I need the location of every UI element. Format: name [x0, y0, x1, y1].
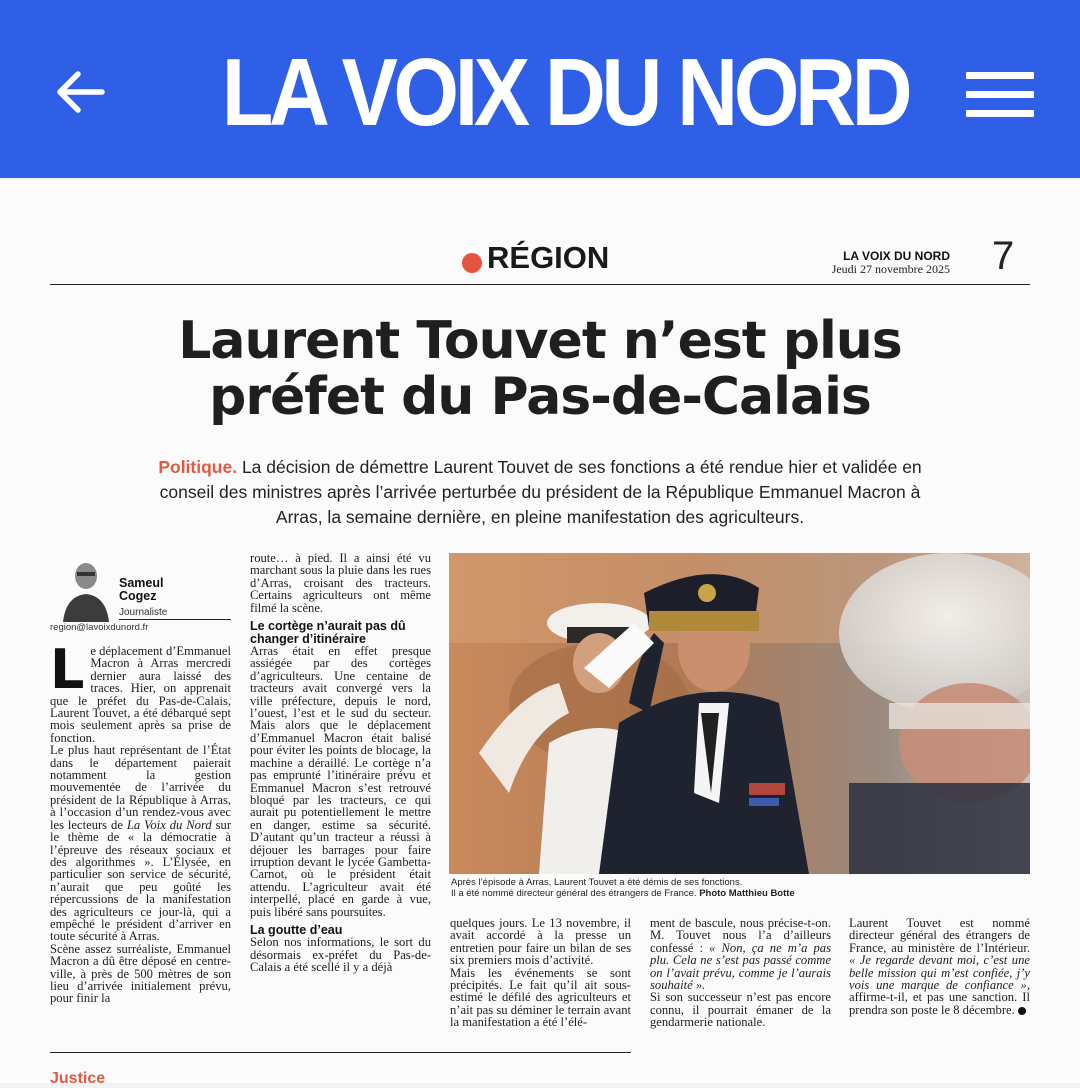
brand-logo[interactable]: LA VOIX DU NORD: [221, 39, 909, 146]
lead-kicker: Politique.: [158, 457, 238, 477]
issue-date: Jeudi 27 novembre 2025: [831, 262, 950, 276]
menu-button[interactable]: [966, 72, 1036, 118]
section-title: RÉGION: [487, 240, 610, 275]
back-button[interactable]: [50, 62, 110, 122]
article-column-4: ment de bascule, nous précise-t-on. M. Touvet nous l’a d’ailleurs confessé : « Non, ça ne m’a pas plu. Cela ne s’est pas passé comme on l’avait prévu, comme je l’aurais souhaité ». Si son successeur n’est pas encore connu, il pourrait émaner de la gendarmerie nationale.: [650, 916, 831, 1030]
lead-text: La décision de démettre Laurent Touvet de ses fonctions a été rendue hier et validée en conseil des ministres après l’arrivée perturbée du président de la République Emmanuel Macron à Arras, la semaine dernière, en pleine manifestation des agriculteurs.: [159, 457, 922, 527]
article-column-3: quelques jours. Le 13 novembre, il avait accordé à la presse un entretien pour faire un bilan de ses six premiers mois d’activité. Mais les événements se sont précipités. Le fait qu’il ait sous-estimé le défilé des agriculteurs et n’ait pas su déminer le terrain avant la manifestation a été l’élé-: [450, 916, 631, 1030]
hamburger-menu-icon: [966, 72, 1034, 79]
photo-caption: Après l’épisode à Arras, Laurent Touvet a été démis de ses fonctions. Il a été nommé directeur général des étrangers de France. Photo Matthieu Botte: [451, 877, 795, 899]
header-rule: [50, 284, 1030, 285]
article-column-1: L e déplacement d’Emmanuel Macron à Arras mercredi dernier aura laissé des traces. Hier, on apprenait que le préfet du Pas-de-Calais, Laurent Touvet, a été débarqué sept mois seulement après sa prise de fonction. Le plus haut représentant de l’État dans le département paierait notamment la gestion mouvementée de l’arrivée du président de la République à Arras, à l’occasion d’un rendez-vous avec les lecteurs de La Voix du Nord sur le thème de « la démocratie à l’épreuve des réseaux sociaux et des algorithmes ». L’Élysée, en particulier son service de sécurité, n’aurait que peu goûté les répercussions de la manifestation des agriculteurs ce jour-là, qui a empêché le président d’arriver en toute sécurité à Arras. Scène assez surréaliste, Emmanuel Macron a dû être déposé en centre-ville, à près de 500 mètres de son lieu d’arrivée initialement prévu, pour finir la: [50, 638, 232, 1006]
author-rule: [119, 619, 231, 620]
app-header: [0, 0, 1080, 178]
bottom-rule: [50, 1052, 631, 1053]
author-avatar: [60, 552, 112, 622]
article-column-2: route… à pied. Il a ainsi été vu marchant sous la pluie dans les rues d’Arras, croisant des tracteurs. Certains agriculteurs ont même filmé la scène. Le cortège n’aurait pas dû changer d’itinéraire Arras était en effet presque assiégée par des cortèges d’agriculteurs. Une centaine de tracteurs avait convergé vers la ville préfecture, depuis le nord, l’ouest, l’est et le sud du secteur. Mais alors que le déplacement d’Emmanuel Macron était balisé pour éviter les points de blocage, la machine a déraillé. Le cortège n’a pas emprunté l’itinéraire prévu et Emmanuel Macron s’est retrouvé bloqué par les tracteurs, ce qui aurait pu potentiellement le mettre en danger, estime sa sécurité. D’autant qu’un tracteur a réussi à déjouer les barrages pour faire irruption devant le lycée Gambetta-Carnot, où le président était attendu. L’agriculteur avait été interpellé, placé en garde à vue, puis libéré sans poursuites. La goutte d’eau Selon nos informations, le sort du désormais ex-préfet du Pas-de-Calais a été scellé il y a déjà: [250, 551, 431, 975]
paper-name: LA VOIX DU NORD: [843, 249, 950, 263]
arrow-left-icon: [50, 62, 110, 122]
subhead-cortege: Le cortège n’aurait pas dû changer d’itinéraire: [250, 619, 406, 646]
end-of-article-icon: [1018, 1007, 1026, 1015]
section-dot-icon: [462, 253, 482, 273]
prefect-saluting-photo: [449, 553, 1030, 874]
article-lead: [150, 455, 930, 530]
subhead-goutte: La goutte d’eau: [250, 922, 343, 937]
author-email[interactable]: region@lavoixdunord.fr: [50, 622, 149, 633]
photo-credit: Photo Matthieu Botte: [699, 888, 795, 899]
author-name: Sameul Cogez: [119, 576, 164, 603]
article-column-5: Laurent Touvet est nommé directeur général des étrangers de France, au ministère de l’Intérieur. « Je regarde devant moi, c’est une belle mission qui m’est confiée, j’y vois une marque de confiance », affirme-t-il, et pas une sanction. Il prendra son poste le 8 décembre.: [849, 916, 1030, 1017]
article-headline: Laurent Touvet n’est plus préfet du Pas-de-Calais: [178, 311, 902, 427]
next-article-kicker[interactable]: Justice: [50, 1070, 106, 1087]
article-photo[interactable]: [449, 553, 1030, 874]
dropcap: L: [50, 638, 85, 701]
author-role: Journaliste: [119, 607, 168, 618]
page-number: 7: [992, 234, 1015, 278]
